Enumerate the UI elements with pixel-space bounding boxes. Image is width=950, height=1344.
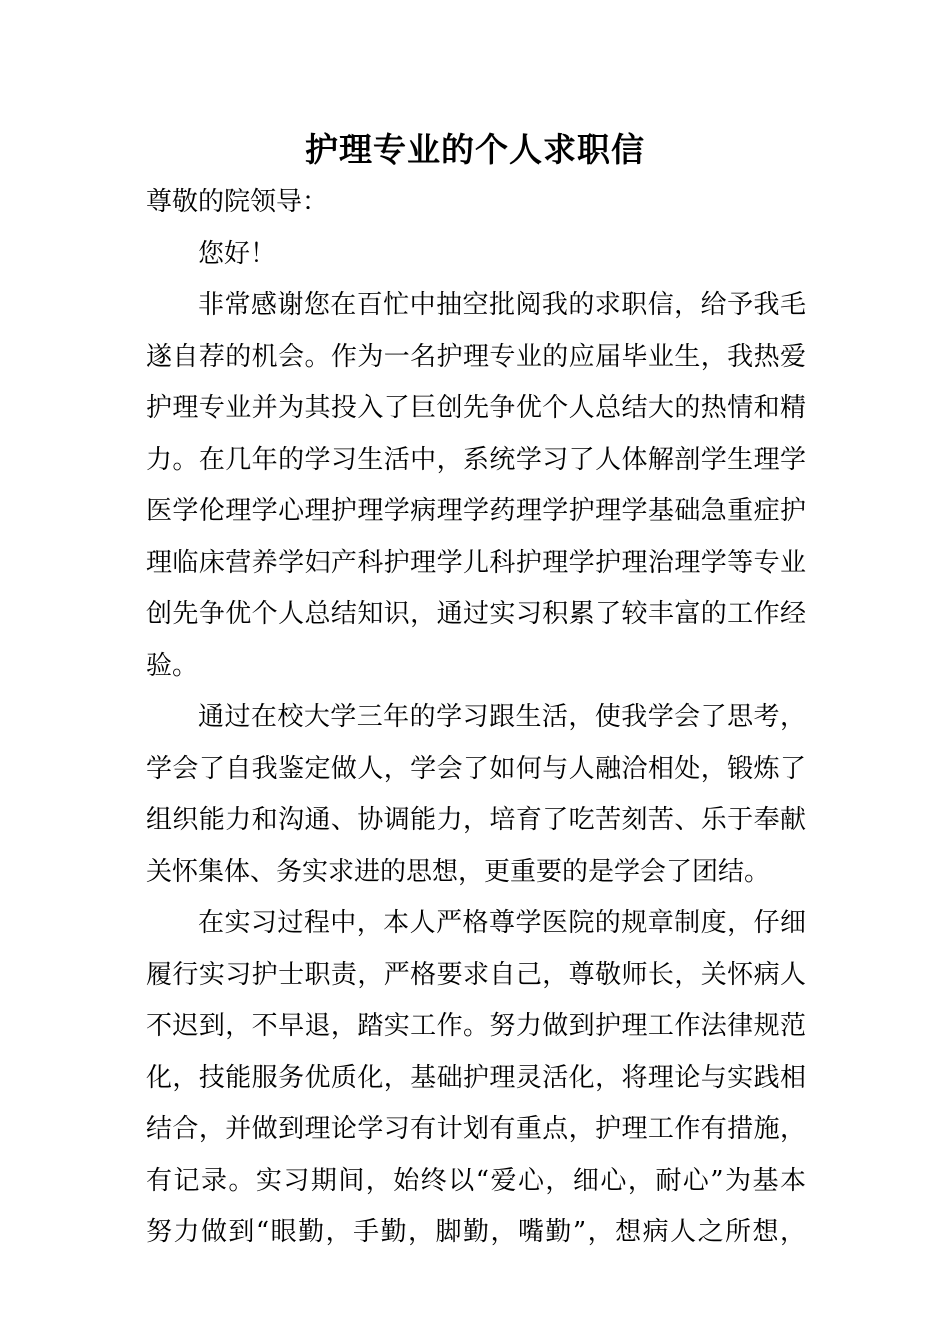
paragraph-line: 关怀集体、务实求进的思想，更重要的是学会了团结。 — [146, 856, 771, 887]
paragraph-line: 非常感谢您在百忙中抽空批阅我的求职信，给予我毛 — [198, 290, 806, 320]
paragraph-line: 努力做到“眼勤，手勤，脚勤，嘴勤”，想病人之所想， — [146, 1217, 806, 1247]
paragraph-line: 力。在几年的学习生活中，系统学习了人体解剖学生理学 — [146, 444, 806, 475]
paragraph-1 — [146, 280, 806, 692]
paragraph-line: 化，技能服务优质化，基础护理灵活化，将理论与实践相 — [146, 1062, 806, 1093]
paragraph-line: 不迟到，不早退，踏实工作。努力做到护理工作法律规范 — [146, 1011, 806, 1041]
paragraph-line: 理临床营养学妇产科护理学儿科护理学护理治理学等专业 — [146, 547, 806, 578]
paragraph-line: 结合，并做到理论学习有计划有重点，护理工作有措施， — [146, 1114, 806, 1144]
paragraph-line: 护理专业并为其投入了巨创先争优个人总结大的热情和精 — [146, 393, 806, 423]
paragraph-line: 通过在校大学三年的学习跟生活，使我学会了思考， — [198, 702, 806, 732]
salutation: 尊敬的院领导： — [146, 187, 329, 217]
letter-body — [146, 177, 806, 1259]
greeting: 您好！ — [198, 238, 277, 269]
paragraph-line: 医学伦理学心理护理学病理学药理学护理学基础急重症护 — [146, 496, 806, 526]
paragraph-line: 创先争优个人总结知识，通过实习积累了较丰富的工作经 — [146, 599, 806, 629]
paragraph-line: 组织能力和沟通、协调能力，培育了吃苦刻苦、乐于奉献 — [146, 805, 806, 835]
document-title: 护理专业的个人求职信 — [305, 130, 645, 169]
paragraph-line: 履行实习护士职责，严格要求自己，尊敬师长，关怀病人 — [146, 959, 806, 990]
paragraph-line: 有记录。实习期间，始终以“爱心，细心，耐心”为基本 — [146, 1165, 806, 1196]
paragraph-line: 遂自荐的机会。作为一名护理专业的应届毕业生，我热爱 — [146, 341, 806, 372]
paragraph-3 — [146, 898, 806, 1259]
paragraph-2 — [146, 692, 806, 898]
paragraph-line: 在实习过程中，本人严格尊学医院的规章制度，仔细 — [198, 908, 806, 938]
paragraph-line: 验。 — [146, 650, 199, 681]
paragraph-line: 学会了自我鉴定做人，学会了如何与人融洽相处，锻炼了 — [146, 753, 806, 784]
